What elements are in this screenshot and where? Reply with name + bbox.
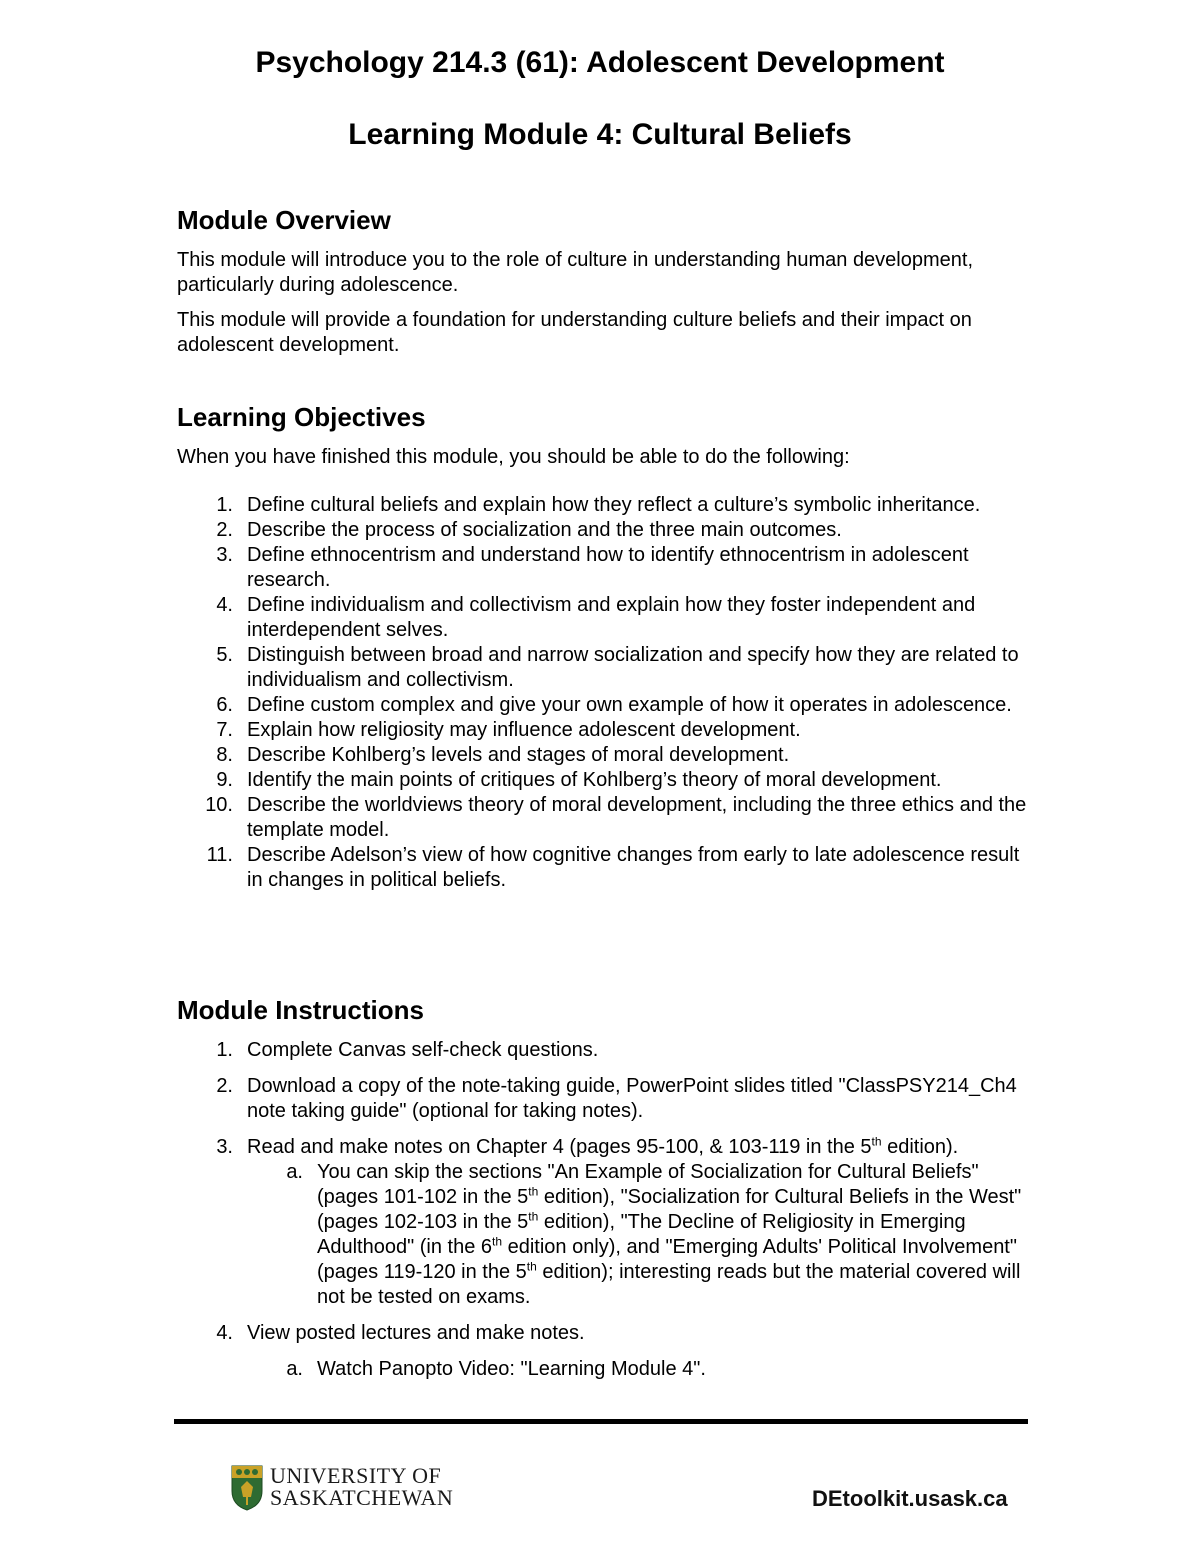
objectives-intro: When you have finished this module, you should be able to do the following: (177, 446, 850, 468)
list-item: 6. Define custom complex and give your own example of how it operates in adolescence. (216, 694, 1012, 716)
objectives-list (0, 493, 1037, 893)
document-title: Psychology 214.3 (61): Adolescent Development (255, 46, 945, 79)
list-item: 4. Define individualism and collectivism and explain how they foster independent and interdependent selves. (216, 594, 976, 641)
overview-paragraph-1: This module will introduce you to the role of culture in understanding human development, particularly during adolescence. (177, 249, 974, 296)
list-item: 10. Describe the worldviews theory of moral development, including the three ethics and the template model. (205, 794, 1027, 841)
list-item: 2. Describe the process of socialization and the three main outcomes. (216, 519, 842, 541)
list-item: 11. Describe Adelson’s view of how cognitive changes from early to late adolescence result in changes in political beliefs. (206, 844, 1020, 891)
crest-icon (231, 1465, 263, 1511)
list-item: 3. Define ethnocentrism and understand how to identify ethnocentrism in adolescent research. (216, 544, 969, 591)
list-item: 9. Identify the main points of critiques of Kohlberg’s theory of moral development. (216, 769, 942, 791)
module-title: Learning Module 4: Cultural Beliefs (348, 118, 852, 151)
instructions-sublist (0, 1357, 790, 1382)
list-item: 4. View posted lectures and make notes. a. Watch Panopto Video: "Learning Module 4". (0, 1321, 1037, 1382)
list-item: 2. Download a copy of the note-taking guide, PowerPoint slides titled "ClassPSY214_Ch4 note taking guide" (optional for taking notes). (216, 1075, 1017, 1122)
list-item: 1. Define cultural beliefs and explain how they reflect a culture’s symbolic inheritance. (216, 494, 981, 516)
instructions-sublist (0, 1160, 1022, 1310)
overview-heading: Module Overview (177, 205, 391, 235)
list-item: 5. Distinguish between broad and narrow socialization and specify how they are related to individualism and collectivism. (216, 644, 1019, 691)
university-logo (231, 1463, 454, 1515)
list-item: 3. Read and make notes on Chapter 4 (pages 95-100, & 103-119 in the 5th edition). a. You can skip the sections "An Example of Socialization for Cultural Beliefs" (pages 101-102 in the 5th edition), "Socialization for Cultural Beliefs in the West" (pages 102-103 in the 5th edition), "The Decline of Religiosity in Emerging Adulthood" (in the 6th edition only), and "Emerging Adults' Political Involvement" (pages 119-120 in the 5th edition); interesting reads but the material covered will not be tested on exams. (0, 1135, 1037, 1310)
instructions-heading: Module Instructions (177, 995, 424, 1025)
objectives-heading: Learning Objectives (177, 402, 426, 432)
university-wordmark: UNIVERSITY OF SASKATCHEWAN (270, 1463, 454, 1510)
footer-divider (174, 1419, 1028, 1424)
instructions-list (0, 1038, 1037, 1382)
list-item: a. You can skip the sections "An Example of Socialization for Cultural Beliefs" (pages 101-102 in the 5th edition), "Socialization for Cultural Beliefs in the West" (pages 102-103 in the 5th edition), "The Decline of Religiosity in Emerging Adulthood" (in the 6th edition only), and "Emerging Adults' Political Involvement" (pages 119-120 in the 5th edition); interesting reads but the material covered will not be tested on exams. (286, 1161, 1022, 1308)
footer-website: DEtoolkit.usask.ca (812, 1486, 1008, 1511)
list-item: a. Watch Panopto Video: "Learning Module 4". (286, 1358, 706, 1380)
overview-paragraph-2: This module will provide a foundation for understanding culture beliefs and their impact on adolescent development. (177, 309, 972, 356)
list-item: 1. Complete Canvas self-check questions. (216, 1039, 599, 1061)
list-item: 7. Explain how religiosity may influence adolescent development. (216, 719, 801, 741)
list-item: 8. Describe Kohlberg’s levels and stages of moral development. (216, 744, 790, 766)
